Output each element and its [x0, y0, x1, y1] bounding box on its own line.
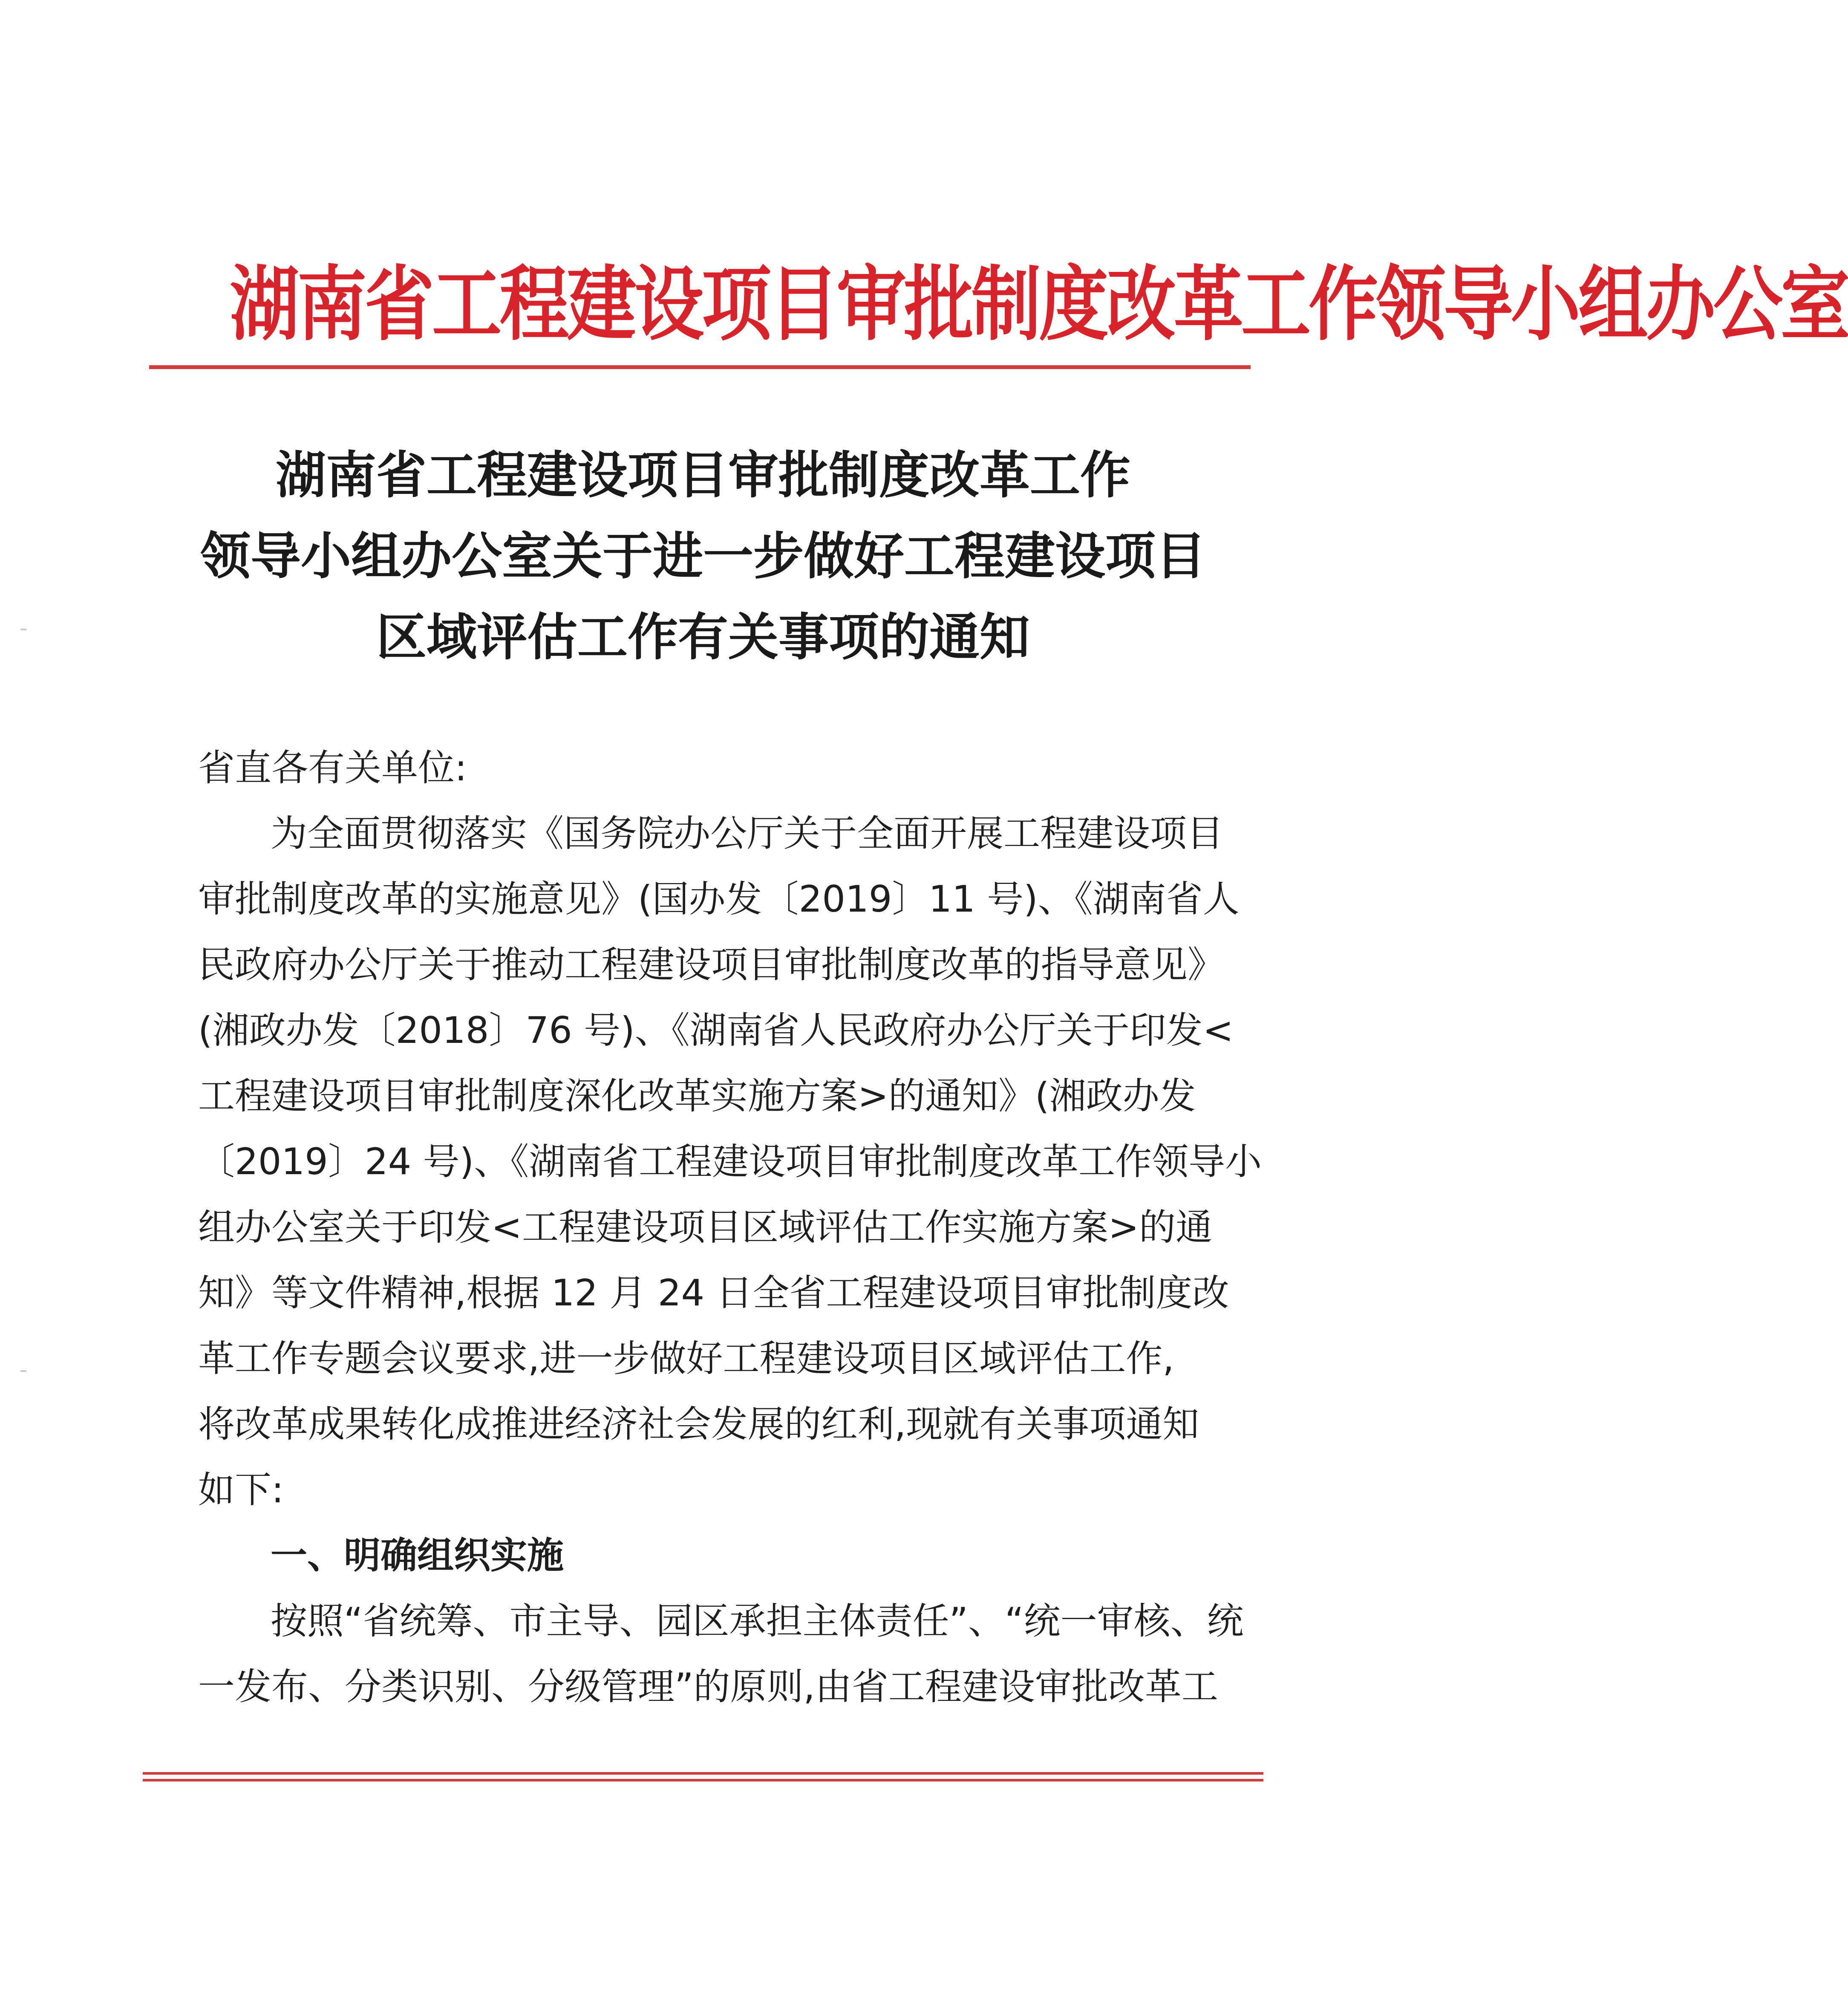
paragraph-line: (湘政办发〔2018〕76 号)、《湖南省人民政府办公厅关于印发< [198, 1009, 1234, 1052]
paragraph-line: 将改革成果转化成推进经济社会发展的红利,现就有关事项通知 [198, 1403, 1199, 1446]
paragraph-line: 为全面贯彻落实《国务院办公厅关于全面开展工程建设项目 [271, 812, 1223, 855]
paragraph-line: 革工作专题会议要求,进一步做好工程建设项目区域评估工作, [198, 1337, 1174, 1380]
document-title [141, 435, 1266, 678]
title-line-1: 湖南省工程建设项目审批制度改革工作 [275, 445, 1130, 505]
scan-artifact [20, 1370, 26, 1372]
footer-red-rule [143, 1772, 1263, 1775]
footer-red-rule [143, 1779, 1263, 1781]
title-line-3: 区域评估工作有关事项的通知 [376, 607, 1030, 667]
scan-artifact [20, 629, 26, 630]
paragraph-line: 审批制度改革的实施意见》(国办发〔2019〕11 号)、《湖南省人 [198, 878, 1240, 921]
paragraph-line: 知》等文件精神,根据 12 月 24 日全省工程建设项目审批制度改 [198, 1272, 1229, 1314]
paragraph-line: 一发布、分类识别、分级管理”的原则,由省工程建设审批改革工 [198, 1666, 1218, 1708]
header-red-rule [149, 365, 1251, 369]
paragraph-line: 按照“省统筹、市主导、园区承担主体责任”、“统一审核、统 [271, 1600, 1244, 1643]
title-line-2: 领导小组办公室关于进一步做好工程建设项目 [200, 526, 1206, 586]
section-heading: 一、明确组织实施 [271, 1534, 564, 1577]
document-body [198, 735, 1262, 1720]
salutation: 省直各有关单位: [198, 747, 467, 789]
issuer-header: 湖南省工程建设项目审批制度改革工作领导小组办公室 [230, 257, 1848, 352]
paragraph-line: 〔2019〕24 号)、《湖南省工程建设项目审批制度改革工作领导小 [198, 1140, 1262, 1183]
paragraph-line: 民政府办公厅关于推动工程建设项目审批制度改革的指导意见》 [198, 944, 1224, 986]
paragraph-line: 如下: [198, 1469, 284, 1511]
paragraph-line: 组办公室关于印发<工程建设项目区域评估工作实施方案>的通 [198, 1206, 1213, 1249]
paragraph-line: 工程建设项目审批制度深化改革实施方案>的通知》(湘政办发 [198, 1075, 1196, 1117]
